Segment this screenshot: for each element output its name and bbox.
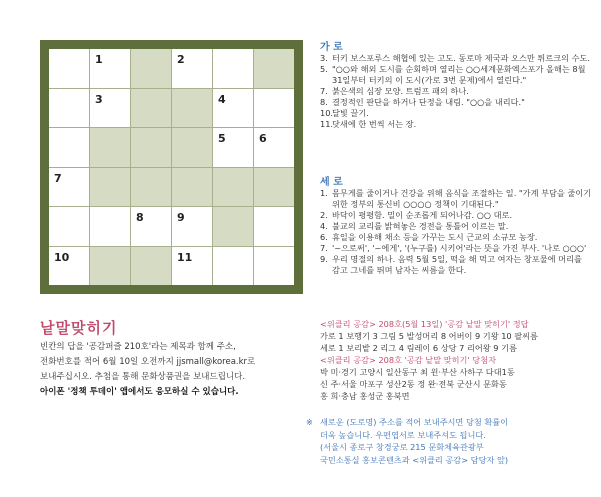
grid-cell[interactable] xyxy=(213,207,253,246)
winners-line: 신 주·서울 마포구 성산2동 정 완·전북 군산시 문화동 xyxy=(320,379,507,389)
grid-cell[interactable] xyxy=(254,168,294,207)
notice-line: 새로운 (도로명) 주소를 적어 보내주시면 당첨 확률이 xyxy=(320,417,509,427)
clue-text: "○○와 해외 도시를 순회하며 열리는 ○○세계문화엑스포가 올해는 8월 31일부터 터키의 이 도시(가로 3번 문제)에서 열린다." xyxy=(332,64,586,85)
across-clue xyxy=(320,119,592,130)
clue-number: 8 xyxy=(136,211,144,224)
answers-across: 가로 1 보행기 3 그림 5 발성머리 8 어버이 9 기왕 10 팔씨름 xyxy=(320,331,538,341)
grid-cell[interactable] xyxy=(254,247,294,286)
clue-number: 7 xyxy=(54,171,62,185)
grid-cell[interactable] xyxy=(131,168,171,207)
grid-cell[interactable] xyxy=(172,128,212,167)
clue-number: 1 xyxy=(95,53,103,66)
clue-text: 몸무게를 줄이거나 건강을 위해 음식을 조절하는 일. "가계 부담을 줄이기 위한 정부의 통신비 ○○○○ 정책이 기대된다." xyxy=(332,188,592,209)
down-clue xyxy=(320,210,592,221)
across-clue-list xyxy=(320,53,592,130)
notice-line: 더욱 높습니다. 우편엽서로 보내주셔도 됩니다. xyxy=(320,429,486,440)
grid-cell[interactable] xyxy=(90,89,130,128)
clue-index: 5. xyxy=(320,64,328,74)
grid-cell[interactable] xyxy=(49,247,89,286)
clue-text: '~으로써', '~에게', '(누구를) 시키어'라는 뜻을 가진 부사. '나로 ○○○' xyxy=(332,243,587,253)
crossword-grid xyxy=(40,40,303,294)
grid-cell[interactable] xyxy=(172,89,212,128)
instruction-line: 전화번호를 적어 6월 10일 오전까지 jjsmall@korea.kr로 xyxy=(40,357,256,367)
grid-cell[interactable] xyxy=(213,128,253,167)
grid-cell[interactable] xyxy=(49,49,89,88)
across-clue xyxy=(320,53,592,64)
instruction-line: 보내주십시오. 추첨을 통해 문화상품권을 보내드립니다. xyxy=(40,372,246,382)
clue-text: 닷새에 한 번씩 서는 장. xyxy=(332,119,417,129)
entry-instructions xyxy=(40,340,308,400)
winners-heading: <위클리 공감> 208호 '공감 낱말 맞히기' 당첨자 xyxy=(320,355,497,365)
grid-cell[interactable] xyxy=(254,49,294,88)
address-notice xyxy=(306,416,594,466)
clue-text: 바닥이 평평함. 밀이 순조롭게 되어나감. ○○ 대로. xyxy=(332,210,513,220)
notice-line: (서울시 종로구 창경궁로 215 문화체육관광부 xyxy=(320,442,484,452)
grid-cell[interactable] xyxy=(172,247,212,286)
clue-index: 7. xyxy=(320,243,328,253)
across-clue xyxy=(320,108,592,119)
across-title: 가 로 xyxy=(320,42,343,53)
clue-index: 3. xyxy=(320,53,328,63)
across-clue xyxy=(320,86,592,97)
grid-cell[interactable] xyxy=(213,168,253,207)
clue-index: 11. xyxy=(320,119,334,129)
down-clue xyxy=(320,188,592,210)
clue-text: 붉은색의 심장 모양. 트럼프 패의 하나. xyxy=(332,86,469,96)
grid-cell[interactable] xyxy=(90,207,130,246)
clue-number: 4 xyxy=(218,92,226,106)
clue-number: 9 xyxy=(177,211,185,224)
grid-cell[interactable] xyxy=(49,128,89,167)
crossword-cells xyxy=(49,49,294,285)
clue-index: 6. xyxy=(320,232,328,242)
clue-number: 6 xyxy=(259,132,267,145)
grid-cell[interactable] xyxy=(213,247,253,286)
grid-cell[interactable] xyxy=(131,207,171,246)
down-title: 세 로 xyxy=(320,177,343,188)
grid-cell[interactable] xyxy=(49,89,89,128)
notice-line: 국민소통실 홍보콘텐츠과 <위클리 공감> 담당자 앞) xyxy=(320,454,509,465)
down-clue xyxy=(320,221,592,232)
clue-number: 10 xyxy=(54,250,70,264)
clue-number: 2 xyxy=(177,53,185,66)
grid-cell[interactable] xyxy=(131,128,171,167)
clue-number: 11 xyxy=(177,250,193,264)
clue-index: 7. xyxy=(320,86,328,96)
winners-line: 박 미·경기 고양시 일산동구 최 윈·부산 사하구 다대1동 xyxy=(320,367,515,377)
clue-text: 휴일을 이용해 채소 등을 가꾸는 도시 근교의 소규모 농장. xyxy=(332,232,538,242)
clue-index: 10. xyxy=(320,108,334,118)
down-clue xyxy=(320,254,592,276)
grid-cell[interactable] xyxy=(172,207,212,246)
puzzle-title: 낱말맞히기 xyxy=(40,319,118,337)
grid-cell[interactable] xyxy=(90,247,130,286)
across-clue xyxy=(320,97,592,108)
grid-cell[interactable] xyxy=(254,89,294,128)
clue-text: 결정적인 판단을 하거나 단정을 내림. "○○을 내리다." xyxy=(332,97,525,107)
winners-line: 홍 희·충남 홍성군 홍북면 xyxy=(320,391,410,401)
grid-cell[interactable] xyxy=(254,128,294,167)
grid-cell[interactable] xyxy=(49,168,89,207)
clue-index: 1. xyxy=(320,188,328,198)
grid-cell[interactable] xyxy=(213,49,253,88)
grid-cell[interactable] xyxy=(131,247,171,286)
down-clue xyxy=(320,232,592,243)
grid-cell[interactable] xyxy=(254,207,294,246)
instruction-app-note: 아이폰 '정책 투데이' 앱에서도 응모하실 수 있습니다. xyxy=(40,387,239,397)
grid-cell[interactable] xyxy=(90,168,130,207)
clue-text: 달빛 끌기. xyxy=(332,108,369,118)
grid-cell[interactable] xyxy=(90,128,130,167)
clue-index: 8. xyxy=(320,97,328,107)
grid-cell[interactable] xyxy=(172,49,212,88)
previous-answers xyxy=(320,318,592,402)
clue-number: 3 xyxy=(95,92,103,106)
grid-cell[interactable] xyxy=(49,207,89,246)
grid-cell[interactable] xyxy=(131,89,171,128)
clue-index: 2. xyxy=(320,210,328,220)
answers-heading: <위클리 공감> 208호(5월 13일) '공감 낱말 맞히기' 정답 xyxy=(320,319,529,329)
grid-cell[interactable] xyxy=(90,49,130,88)
clue-text: 불교의 교리를 밝혀놓은 경전을 통틀어 이르는 말. xyxy=(332,221,509,231)
down-clue xyxy=(320,243,592,254)
clue-text: 터키 보스포루스 해협에 있는 고도. 동로마 제국과 오스만 튀르크의 수도. xyxy=(332,53,590,63)
answers-down: 세로 1 보리밭 2 리그 4 림레이 6 상당 7 리어왕 9 기름 xyxy=(320,343,517,353)
clue-index: 4. xyxy=(320,221,328,231)
grid-cell[interactable] xyxy=(131,49,171,88)
clue-number: 5 xyxy=(218,132,226,145)
across-clue xyxy=(320,64,592,86)
grid-cell[interactable] xyxy=(213,89,253,128)
down-clue-list xyxy=(320,188,592,276)
clue-text: 우리 명절의 하나. 음력 5월 5일, 떡을 해 먹고 여자는 창포물에 머리를 감고 그네를 뛰며 남자는 씨름을 한다. xyxy=(332,254,582,275)
reference-mark-icon: ※ xyxy=(306,417,313,427)
instruction-line: 빈칸의 답을 '공감퍼즐 210호'라는 제목과 함께 주소, xyxy=(40,342,236,352)
clue-index: 9. xyxy=(320,254,328,264)
grid-cell[interactable] xyxy=(172,168,212,207)
